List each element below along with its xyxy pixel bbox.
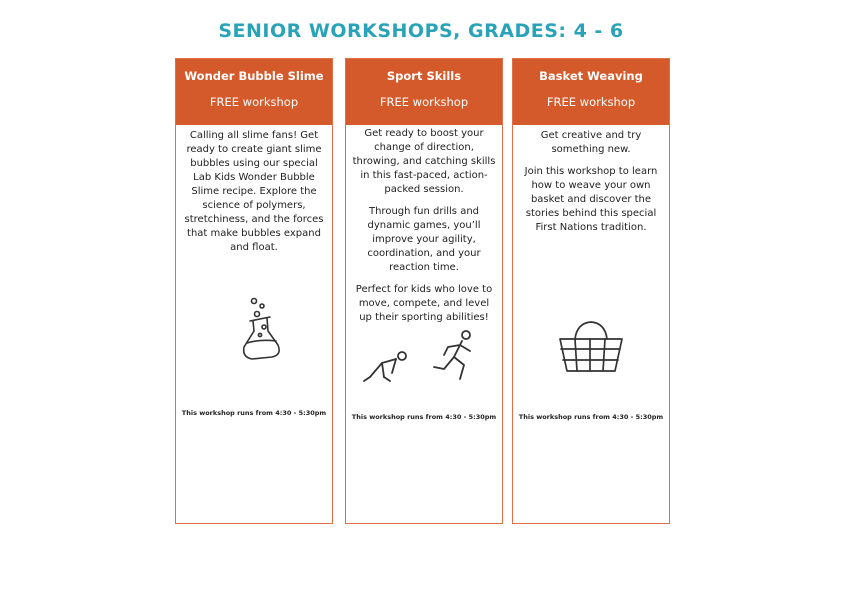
card-subtitle: FREE workshop: [209, 95, 299, 109]
card-title: Sport Skills: [386, 69, 462, 83]
card-header: [346, 59, 502, 125]
card-description: [176, 125, 332, 255]
card-subtitle: FREE workshop: [546, 95, 636, 109]
card-footer-time: This workshop runs from 4:30 - 5:30pm: [351, 413, 497, 421]
card-description: [513, 125, 669, 235]
card-title: Wonder Bubble Slime: [184, 69, 324, 83]
card-header: [176, 59, 332, 125]
card-paragraph: Get ready to boost your change of direction, throwing, and catching skills in this fast-paced, action-packed session.: [352, 128, 496, 195]
card-description: [346, 125, 502, 325]
card-footer-time: This workshop runs from 4:30 - 5:30pm: [518, 413, 664, 421]
basket-icon: [557, 319, 625, 375]
card-paragraph: Through fun drills and dynamic games, you’ll improve your agility, coordination, and your reaction time.: [367, 206, 481, 273]
card-header: [513, 59, 669, 125]
card-paragraph: Calling all slime fans! Get ready to create giant slime bubbles using our special Lab Kids Wonder Bubble Slime recipe. Explore the science of polymers, stretchiness, and the forces that make bubbles expand and float.: [184, 130, 324, 253]
athletes-icon: [362, 329, 482, 383]
workshop-card-basket: [512, 58, 670, 524]
card-footer-time: This workshop runs from 4:30 - 5:30pm: [181, 409, 327, 417]
workshop-card-slime: [175, 58, 333, 524]
card-paragraph: Perfect for kids who love to move, compete, and level up their sporting abilities!: [355, 284, 493, 323]
workshop-card-sport: [345, 58, 503, 524]
page-title: SENIOR WORKSHOPS, GRADES: 4 - 6: [218, 20, 624, 42]
card-paragraph: Join this workshop to learn how to weave your own basket and discover the stories behind this special First Nations tradition.: [524, 166, 658, 233]
card-title: Basket Weaving: [539, 69, 643, 83]
card-subtitle: FREE workshop: [379, 95, 469, 109]
card-paragraph: Get creative and try something new.: [540, 130, 642, 155]
flask-icon: [240, 297, 286, 363]
